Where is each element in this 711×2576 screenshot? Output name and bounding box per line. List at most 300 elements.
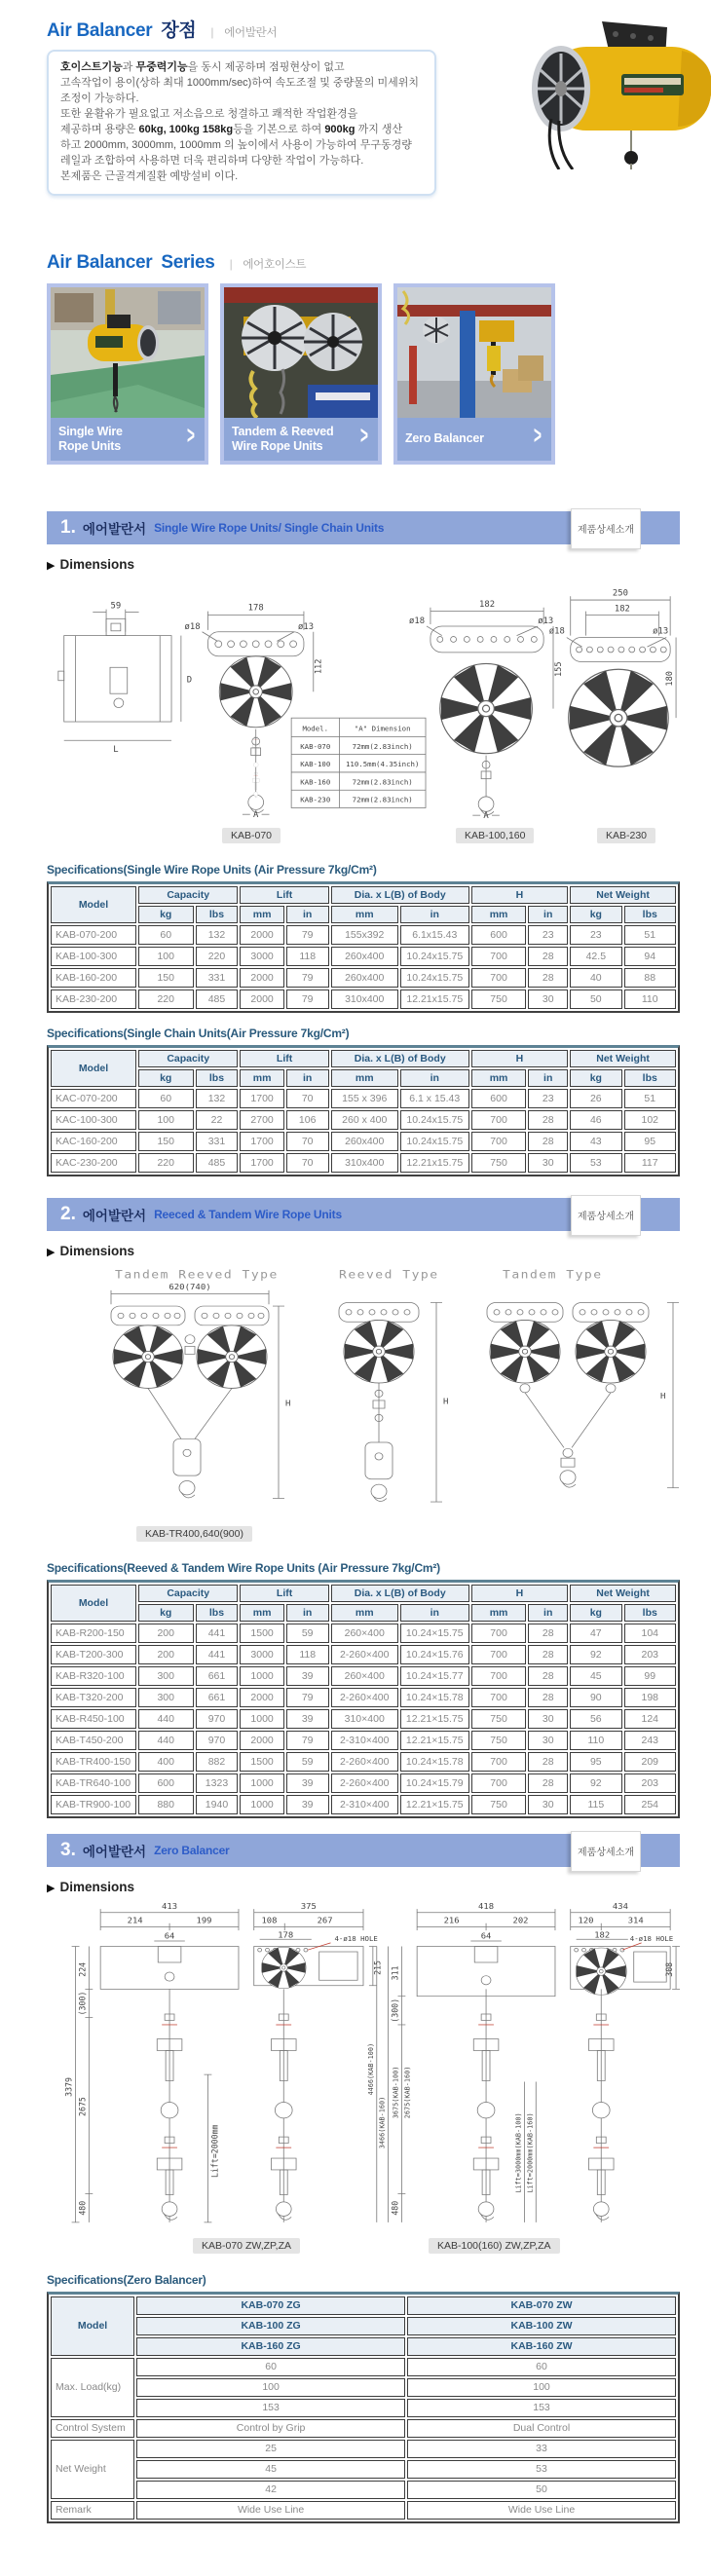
value-cell: 39 <box>286 1773 329 1793</box>
value-cell: 106 <box>286 1110 329 1130</box>
table-row <box>51 989 676 1009</box>
value-cell: 39 <box>286 1666 329 1686</box>
model-chip: KAB-TR400,640(900) <box>136 1526 252 1542</box>
value-cell: 1700 <box>240 1089 283 1108</box>
value-cell: 10.24×15.79 <box>400 1773 469 1793</box>
value-cell: 700 <box>471 1132 527 1151</box>
value-cell: 70 <box>286 1132 329 1151</box>
mini-model: KAB-230 <box>300 795 331 804</box>
dim-3379: 3379 <box>64 2076 75 2097</box>
dim-L: L <box>113 744 119 755</box>
feature-text: 을 동시 제공하며 점핑현상이 없고 <box>187 61 345 73</box>
dim-311: 311 <box>391 1965 401 1980</box>
model-chip: KAB-070 <box>222 828 281 843</box>
table-row <box>51 2460 676 2479</box>
feature-bold: 60kg, 100kg 158kg <box>138 123 234 135</box>
value-cell: 1700 <box>240 1132 283 1151</box>
column-header: Model <box>51 1585 136 1622</box>
chevron-right-icon: > <box>187 421 196 449</box>
value-cell: 661 <box>196 1666 239 1686</box>
value-cell: 12.21×15.75 <box>400 1731 469 1750</box>
value-cell: 28 <box>528 1645 568 1664</box>
unit-header: in <box>400 906 469 923</box>
title-tag: 장점 <box>161 20 197 41</box>
unit-header: lbs <box>196 906 239 923</box>
value-cell: 90 <box>570 1688 621 1707</box>
row-label: Max. Load(kg) <box>51 2358 134 2417</box>
air-balancer-product-image <box>487 2 711 169</box>
column-header: H <box>471 1050 568 1067</box>
table-row <box>51 2440 676 2458</box>
value-cell: 26 <box>570 1089 621 1108</box>
value-cell: 880 <box>138 1795 194 1814</box>
value-cell: 2-260×400 <box>331 1752 398 1772</box>
value-cell: 28 <box>528 1110 568 1130</box>
single-wire-dimension-drawing <box>47 578 680 819</box>
dimensions-text: Dimensions <box>59 1879 134 1894</box>
value-cell: 750 <box>471 1709 527 1729</box>
value-cell: 79 <box>286 989 329 1009</box>
value-cell: 99 <box>624 1666 676 1686</box>
caption-line: Tandem & Reeved <box>232 424 334 438</box>
value-cell: 132 <box>196 1089 239 1108</box>
dimensions-text: Dimensions <box>59 1243 134 1258</box>
card-zero-balancer[interactable] <box>393 283 555 465</box>
value-cell: 95 <box>624 1132 676 1151</box>
unit-header: lbs <box>196 1069 239 1087</box>
dim-418: 418 <box>478 1901 495 1912</box>
value-cell: 79 <box>286 968 329 988</box>
dim-3675: 3675(KAB-100) <box>391 2066 400 2118</box>
dia-18: ø18 <box>184 621 201 632</box>
section-2-header <box>47 1198 680 1231</box>
series-title <box>47 196 680 274</box>
value-cell: 700 <box>471 1752 527 1772</box>
table-row <box>51 2296 676 2315</box>
figure-title: Tandem Type <box>503 1267 603 1281</box>
dim-112: 112 <box>314 658 324 674</box>
dia-18: ø18 <box>409 616 426 626</box>
value-cell: 42 <box>136 2481 405 2499</box>
value-cell: 700 <box>471 1688 527 1707</box>
value-cell: 28 <box>528 1688 568 1707</box>
model-cell: KAB-T320-200 <box>51 1688 136 1707</box>
unit-header: kg <box>570 1069 621 1087</box>
value-cell: 440 <box>138 1731 194 1750</box>
unit-header: lbs <box>624 1604 676 1622</box>
mini-value: 72mm(2.83inch) <box>352 741 413 751</box>
table-row <box>51 2317 676 2335</box>
value-cell: 3000 <box>240 1645 283 1664</box>
value-cell: 260x400 <box>331 1132 398 1151</box>
model-cell: KAB-R450-100 <box>51 1709 136 1729</box>
value-cell: 331 <box>196 968 239 988</box>
product-detail-button[interactable]: 제품상세소개 <box>571 1831 641 1872</box>
value-cell: 51 <box>624 1089 676 1108</box>
value-cell: 260×400 <box>331 1624 398 1643</box>
model-cell: KAB-100-300 <box>51 947 136 966</box>
value-cell: 124 <box>624 1709 676 1729</box>
value-cell: 10.24×15.77 <box>400 1666 469 1686</box>
dim-267: 267 <box>317 1916 333 1926</box>
unit-header: mm <box>471 1604 527 1622</box>
triangle-icon: ▶ <box>47 1246 56 1258</box>
feature-text: 또한 윤활유가 필요없고 저소음으로 청결하고 쾌적한 작업환경을 <box>60 107 358 120</box>
value-cell: 700 <box>471 968 527 988</box>
table-row <box>51 2481 676 2499</box>
model-cell: KAB-070 ZG <box>136 2296 405 2315</box>
value-cell: 1323 <box>196 1773 239 1793</box>
unit-header: in <box>528 906 568 923</box>
value-cell: 12.21×15.75 <box>400 1709 469 1729</box>
figure-title: Tandem Reeved Type <box>115 1267 279 1281</box>
column-header: H <box>471 1585 568 1602</box>
value-cell: 700 <box>471 947 527 966</box>
mini-value: 72mm(2.83inch) <box>352 777 413 786</box>
value-cell: Dual Control <box>407 2419 676 2438</box>
model-cell: KAB-100 ZG <box>136 2317 405 2335</box>
side-view-lines <box>58 609 181 740</box>
value-cell: 970 <box>196 1709 239 1729</box>
mini-model: KAB-100 <box>300 759 331 768</box>
table-row <box>51 2419 676 2438</box>
dimensions-label <box>47 557 680 572</box>
feature-text: 까지 생산 <box>355 123 403 135</box>
value-cell: 203 <box>624 1645 676 1664</box>
series-title-tag: Series <box>161 251 215 273</box>
value-cell: 440 <box>138 1709 194 1729</box>
value-cell: 310×400 <box>331 1709 398 1729</box>
dim-199: 199 <box>196 1916 212 1926</box>
title-en: Air Balancer <box>47 20 153 41</box>
value-cell: 28 <box>528 947 568 966</box>
table-row <box>51 1110 676 1130</box>
triangle-icon: ▶ <box>47 559 56 572</box>
value-cell: 23 <box>570 925 621 945</box>
value-cell: 661 <box>196 1688 239 1707</box>
value-cell: 117 <box>624 1153 676 1173</box>
unit-header: lbs <box>624 906 676 923</box>
model-chip: KAB-230 <box>597 828 655 843</box>
feature-bold: 무중력기능 <box>135 61 188 73</box>
value-cell: 115 <box>570 1795 621 1814</box>
value-cell: 23 <box>528 925 568 945</box>
dim-155: 155 <box>553 660 564 677</box>
feature-text: 레일과 조합하여 사용하면 더욱 편리하며 다양한 작업이 가능하다. <box>60 154 364 167</box>
section-title-ko: 에어발란서 <box>82 521 147 537</box>
column-header: Dia. x L(B) of Body <box>331 886 469 904</box>
value-cell: 310x400 <box>331 989 398 1009</box>
unit-header: mm <box>471 906 527 923</box>
series-subtitle: 에어호이스트 <box>243 258 307 271</box>
dim-216: 216 <box>443 1916 460 1926</box>
tandem-reeved-figure-lines <box>111 1289 284 1498</box>
value-cell: Wide Use Line <box>136 2501 405 2520</box>
value-cell: 39 <box>286 1795 329 1814</box>
table-row <box>51 1645 676 1664</box>
photo-zero-balancer-image <box>397 287 551 418</box>
value-cell: 102 <box>624 1110 676 1130</box>
value-cell: 50 <box>570 989 621 1009</box>
photo-tandem-reeved-image <box>224 287 378 418</box>
spec-title-single-chain: Specifications(Single Chain Units(Air Pressure 7kg/Cm²) <box>47 1026 350 1040</box>
model-chips-row <box>47 1526 680 1546</box>
dim-413: 413 <box>162 1901 178 1912</box>
unit-header: in <box>286 1604 329 1622</box>
dim-375: 375 <box>300 1901 317 1912</box>
feature-text: 본제품은 근골격계질환 예방설비 이다. <box>60 169 239 182</box>
row-label: Net Weight <box>51 2440 134 2499</box>
unit-header: kg <box>138 906 194 923</box>
value-cell: 118 <box>286 1645 329 1664</box>
dim-480: 480 <box>391 2200 401 2216</box>
card-tandem-reeved-units[interactable] <box>220 283 382 465</box>
feature-bold: 900kg <box>324 123 356 135</box>
value-cell: Control by Grip <box>136 2419 405 2438</box>
value-cell: 12.21x15.75 <box>400 1153 469 1173</box>
dia-13: ø13 <box>298 621 315 632</box>
value-cell: 300 <box>138 1666 194 1686</box>
row-label: Remark <box>51 2501 134 2520</box>
feature-text: 제공하며 용량은 <box>60 123 139 135</box>
card-single-wire-rope-units[interactable] <box>47 283 208 465</box>
hole-callout: 4-ø18 HOLE <box>334 1933 378 1943</box>
table-row <box>51 2378 676 2397</box>
unit-header: in <box>400 1069 469 1087</box>
unit-header: mm <box>331 1069 398 1087</box>
value-cell: 60 <box>138 1089 194 1108</box>
value-cell: 198 <box>624 1688 676 1707</box>
section-subtitle: Single Wire Rope Units/ Single Chain Units <box>154 520 385 535</box>
dim-108: 108 <box>261 1916 278 1926</box>
value-cell: 1000 <box>240 1709 283 1729</box>
value-cell: 28 <box>528 1666 568 1686</box>
feature-text: 조정이 가능하다. <box>60 92 139 104</box>
section-1-header <box>47 511 680 544</box>
dim-H: H <box>285 1399 291 1408</box>
dia-13: ø13 <box>538 616 554 626</box>
model-chips-row <box>47 2238 680 2258</box>
value-cell: 46 <box>570 1110 621 1130</box>
value-cell: 2000 <box>240 989 283 1009</box>
card-caption-single-wire[interactable] <box>51 418 205 461</box>
value-cell: 310x400 <box>331 1153 398 1173</box>
value-cell: 92 <box>570 1773 621 1793</box>
value-cell: 22 <box>196 1110 239 1130</box>
value-cell: 2-310×400 <box>331 1731 398 1750</box>
value-cell: 153 <box>136 2399 405 2417</box>
value-cell: 25 <box>136 2440 405 2458</box>
value-cell: 100 <box>138 947 194 966</box>
model-cell: KAB-230-200 <box>51 989 136 1009</box>
value-cell: 51 <box>624 925 676 945</box>
dim-434: 434 <box>612 1901 628 1912</box>
value-cell: 10.24x15.75 <box>400 1110 469 1130</box>
row-label: Model <box>51 2296 134 2356</box>
section-number: 3. <box>60 1839 76 1860</box>
value-cell: 33 <box>407 2440 676 2458</box>
figure-title: Reeved Type <box>339 1267 439 1281</box>
unit-header: mm <box>240 906 283 923</box>
value-cell: 600 <box>471 925 527 945</box>
table-row <box>51 925 676 945</box>
section-subtitle: Reeced & Tandem Wire Rope Units <box>154 1207 342 1221</box>
spec-table-reeved-tandem <box>47 1580 680 1818</box>
dim-300: (300) <box>391 1997 401 2023</box>
caption-line: Wire Rope Units <box>232 438 323 453</box>
column-header: Model <box>51 886 136 923</box>
value-cell: 118 <box>286 947 329 966</box>
value-cell: 59 <box>286 1624 329 1643</box>
dim-178: 178 <box>278 1930 294 1940</box>
value-cell: 39 <box>286 1709 329 1729</box>
dim-224: 224 <box>78 1961 89 1977</box>
value-cell: 28 <box>528 1624 568 1643</box>
value-cell: 2-260×400 <box>331 1688 398 1707</box>
feature-text: 등을 기본으로 하여 <box>233 123 325 135</box>
card-caption-zero-balancer[interactable] <box>397 418 551 461</box>
title-divider: | <box>210 25 214 39</box>
column-header: Net Weight <box>570 1585 676 1602</box>
table-row <box>51 1666 676 1686</box>
spec-title-zero-balancer: Specifications(Zero Balancer) <box>47 2272 206 2287</box>
value-cell: 600 <box>138 1773 194 1793</box>
dimensions-label <box>47 1244 680 1258</box>
section-number: 2. <box>60 1203 76 1224</box>
mini-value: 72mm(2.83inch) <box>352 795 413 804</box>
dim-2675: 2675 <box>78 2096 89 2116</box>
product-detail-button[interactable]: 제품상세소개 <box>571 1195 641 1236</box>
value-cell: 100 <box>138 1110 194 1130</box>
table-row <box>51 2501 676 2520</box>
value-cell: 700 <box>471 1110 527 1130</box>
value-cell: 600 <box>471 1089 527 1108</box>
value-cell: 882 <box>196 1752 239 1772</box>
model-cell: KAB-T450-200 <box>51 1731 136 1750</box>
value-cell: 700 <box>471 1773 527 1793</box>
value-cell: 56 <box>570 1709 621 1729</box>
value-cell: 110 <box>570 1731 621 1750</box>
dim-4466: 4466(KAB-100) <box>365 2042 375 2095</box>
dim-A: A <box>253 809 259 819</box>
mini-value: 110.5mm(4.35inch) <box>345 759 420 768</box>
value-cell: 10.24x15.75 <box>400 1132 469 1151</box>
dim-lift: Lift=2000mm <box>210 2124 221 2178</box>
dim-214: 214 <box>127 1916 143 1926</box>
table-row <box>51 1731 676 1750</box>
value-cell: 150 <box>138 1132 194 1151</box>
value-cell: 300 <box>138 1688 194 1707</box>
dim-182: 182 <box>479 599 496 610</box>
chevron-right-icon: > <box>360 421 369 449</box>
section-3-header <box>47 1834 680 1867</box>
table-row <box>51 1795 676 1814</box>
card-caption-tandem-reeved[interactable] <box>224 418 378 461</box>
caption-line: Zero Balancer <box>405 431 484 445</box>
model-cell: KAB-160 ZG <box>136 2337 405 2356</box>
spec-title-single-wire: Specifications(Single Wire Rope Units (Air Pressure 7kg/Cm²) <box>47 862 377 877</box>
table-row <box>51 1688 676 1707</box>
model-cell: KAB-160 ZW <box>407 2337 676 2356</box>
value-cell: 220 <box>196 947 239 966</box>
model-cell: KAC-070-200 <box>51 1089 136 1108</box>
dim-180: 180 <box>665 670 676 687</box>
value-cell: 400 <box>138 1752 194 1772</box>
product-series-cards <box>47 283 680 465</box>
value-cell: 750 <box>471 1153 527 1173</box>
value-cell: 79 <box>286 925 329 945</box>
value-cell: 43 <box>570 1132 621 1151</box>
value-cell: 53 <box>570 1153 621 1173</box>
unit-header: mm <box>331 906 398 923</box>
unit-header: mm <box>240 1604 283 1622</box>
section-subtitle: Zero Balancer <box>154 1843 230 1857</box>
model-cell: KAB-R200-150 <box>51 1624 136 1643</box>
value-cell: 92 <box>570 1645 621 1664</box>
value-cell: 132 <box>196 925 239 945</box>
dim-lift-3000: Lift=3000mm(KAB-100) <box>513 2111 523 2193</box>
feature-text: 고속작업이 용이(상하 최대 1000mm/sec)하여 속도조절 및 중량물의 미세위치 <box>60 76 419 89</box>
table-row <box>51 1709 676 1729</box>
zero-balancer-dimension-drawing <box>47 1900 680 2231</box>
value-cell: 441 <box>196 1624 239 1643</box>
value-cell: 42.5 <box>570 947 621 966</box>
value-cell: 30 <box>528 1709 568 1729</box>
value-cell: 10.24×15.78 <box>400 1688 469 1707</box>
column-header: Dia. x L(B) of Body <box>331 1585 469 1602</box>
caption-line: Single Wire <box>58 424 123 438</box>
value-cell: 95 <box>570 1752 621 1772</box>
unit-header: kg <box>138 1604 194 1622</box>
dimensions-label <box>47 1880 680 1894</box>
dim-215: 215 <box>373 1960 384 1975</box>
value-cell: 1000 <box>240 1666 283 1686</box>
value-cell: 200 <box>138 1645 194 1664</box>
value-cell: 209 <box>624 1752 676 1772</box>
value-cell: 200 <box>138 1624 194 1643</box>
unit-header: lbs <box>624 1069 676 1087</box>
column-header: Lift <box>240 1050 328 1067</box>
value-cell: 6.1x15.43 <box>400 925 469 945</box>
unit-header: kg <box>138 1069 194 1087</box>
value-cell: 260 x 400 <box>331 1110 398 1130</box>
value-cell: 2000 <box>240 1731 283 1750</box>
value-cell: 94 <box>624 947 676 966</box>
value-cell: 155 x 396 <box>331 1089 398 1108</box>
product-detail-button[interactable]: 제품상세소개 <box>571 508 641 549</box>
dim-120: 120 <box>578 1916 594 1926</box>
value-cell: 260×400 <box>331 1666 398 1686</box>
value-cell: 970 <box>196 1731 239 1750</box>
dia-18: ø18 <box>548 626 565 637</box>
value-cell: 28 <box>528 1773 568 1793</box>
value-cell: 10.24x15.75 <box>400 947 469 966</box>
dim-308: 308 <box>664 1961 676 1977</box>
value-cell: 700 <box>471 1666 527 1686</box>
value-cell: 2-260×400 <box>331 1645 398 1664</box>
value-cell: 6.1 x 15.43 <box>400 1089 469 1108</box>
model-cell: KAC-230-200 <box>51 1153 136 1173</box>
model-cell: KAB-160-200 <box>51 968 136 988</box>
photo-single-wire-image <box>51 287 205 418</box>
section-title-ko: 에어발란서 <box>82 1844 147 1859</box>
model-cell: KAC-160-200 <box>51 1132 136 1151</box>
reeved-tandem-dimension-drawing <box>47 1264 680 1519</box>
value-cell: 79 <box>286 1688 329 1707</box>
triangle-icon: ▶ <box>47 1882 56 1894</box>
column-header: Lift <box>240 886 328 904</box>
value-cell: 10.24×15.75 <box>400 1624 469 1643</box>
